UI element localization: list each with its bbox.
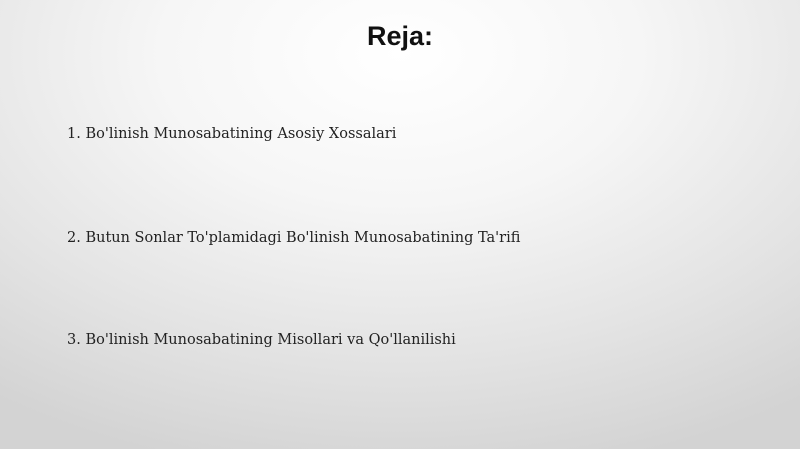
slide-title: Reja: [366, 21, 434, 51]
plan-item-2: 2. Butun Sonlar To'plamidagi Bo'linish Munosabatining Ta'rifi [67, 230, 521, 246]
plan-item-1: 1. Bo'linish Munosabatining Asosiy Xossalari [67, 126, 397, 142]
plan-item-3: 3. Bo'linish Munosabatining Misollari va Qo'llanilishi [67, 332, 456, 348]
